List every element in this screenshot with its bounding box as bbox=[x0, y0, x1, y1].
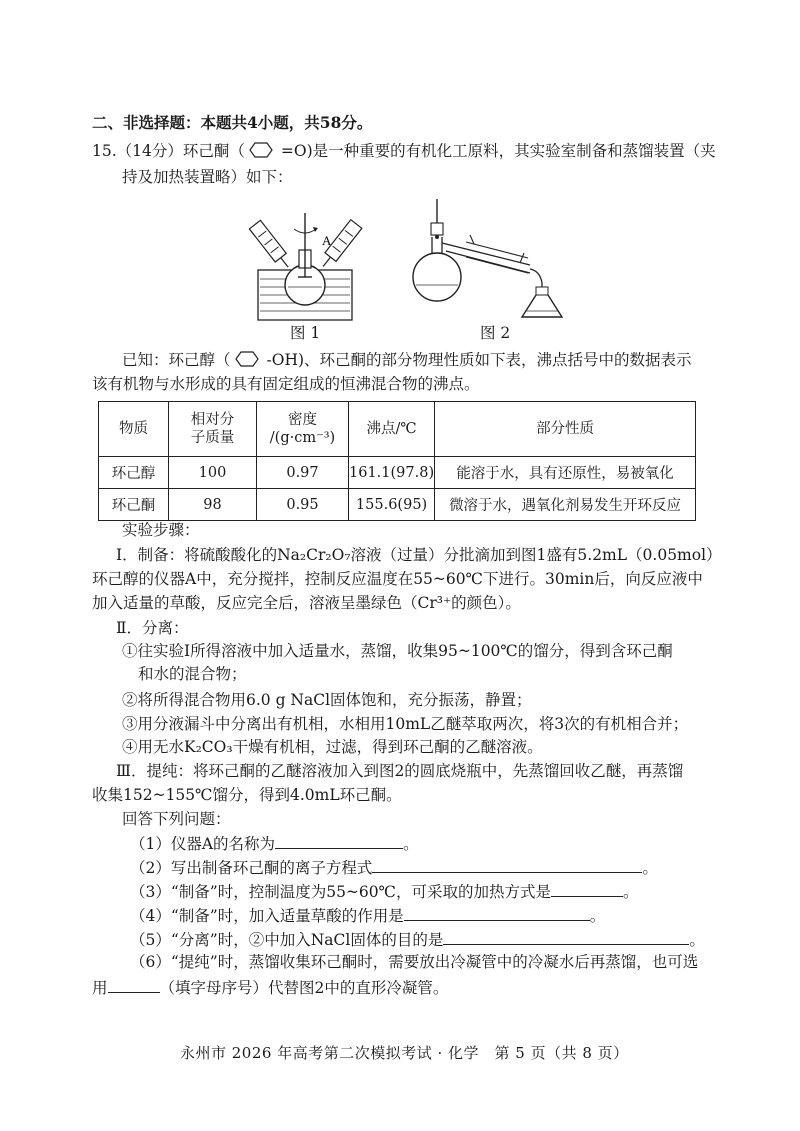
properties-table bbox=[98, 401, 696, 521]
question-5 bbox=[130, 928, 705, 950]
table-cell: 155.6(95) bbox=[349, 489, 435, 521]
question-6-line1: （6）“提纯”时，蒸馏收集环己酮时，需要放出冷凝管中的冷凝水后再蒸馏，也可选 bbox=[130, 953, 699, 971]
question-3-text: （3）“制备”时，控制温度为55~60℃，可采取的加热方式是 bbox=[130, 883, 551, 901]
step2-item4: ④用无水K₂CO₃干燥有机相，过滤，得到环己酮的乙醚溶液。 bbox=[122, 738, 543, 756]
step2-item3: ③用分液漏斗中分离出有机相，水相用10mL乙醚萃取两次，将3次的有机相合并； bbox=[122, 715, 689, 733]
page-footer: 永州市 2026 年高考第二次模拟考试 · 化学 第 5 页（共 8 页） bbox=[180, 1044, 629, 1062]
question-2-text: （2）写出制备环己酮的离子方程式 bbox=[130, 859, 373, 877]
question-number: 15.（14分）环己酮（ bbox=[92, 142, 245, 160]
section-title: 二、非选择题：本题共4小题，共58分。 bbox=[92, 113, 373, 132]
table-header-cell: 部分性质 bbox=[435, 402, 696, 457]
cyclohexanone-formula-suffix: =O) bbox=[280, 142, 313, 160]
step1-line1: Ⅰ．制备：将硫酸酸化的Na₂Cr₂O₇溶液（过量）分批滴加到图1盛有5.2mL（0.05mol） bbox=[116, 546, 722, 564]
cyclohexanol-structure-icon bbox=[231, 350, 267, 368]
table-cell: 0.95 bbox=[257, 489, 349, 521]
answer-intro: 回答下列问题： bbox=[122, 810, 231, 828]
table-header-cell: 物质 bbox=[99, 402, 169, 457]
table-header-cell: 相对分 子质量 bbox=[169, 402, 257, 457]
table-row bbox=[99, 489, 696, 521]
table-cell: 环己醇 bbox=[99, 457, 169, 489]
cyclohexanol-formula-suffix: -OH) bbox=[266, 351, 305, 369]
table-header-cell: 沸点/℃ bbox=[349, 402, 435, 457]
table-cell: 微溶于水，遇氧化剂易发生开环反应 bbox=[435, 489, 696, 521]
question-1-text: （1）仪器A的名称为 bbox=[130, 835, 276, 853]
question-3 bbox=[130, 880, 639, 902]
table-cell: 环己酮 bbox=[99, 489, 169, 521]
known-line2: 该有机物与水形成的具有固定组成的恒沸混合物的沸点。 bbox=[92, 375, 480, 393]
table-header-cell: 密度 /(g·cm⁻³) bbox=[257, 402, 349, 457]
table-cell: 能溶于水，具有还原性，易被氧化 bbox=[435, 457, 696, 489]
answer-blank-4[interactable] bbox=[404, 904, 590, 921]
figure-1-caption: 图 1 bbox=[290, 324, 321, 342]
step2-item1-line1: ①往实验Ⅰ所得溶液中加入适量水，蒸馏，收集95~100℃的馏分，得到含环己酮 bbox=[122, 642, 673, 660]
table-cell: 98 bbox=[169, 489, 257, 521]
answer-blank-6[interactable] bbox=[108, 976, 160, 993]
answer-blank-3[interactable] bbox=[551, 880, 623, 897]
question-2 bbox=[130, 856, 658, 878]
question-6-prefix: 用 bbox=[92, 979, 108, 997]
question-intro-line2: 持及加热装置略）如下： bbox=[122, 168, 293, 186]
figure-2-apparatus bbox=[408, 195, 570, 320]
question-5-text: （5）“分离”时，②中加入NaCl固体的目的是 bbox=[130, 931, 444, 949]
table-cell: 161.1(97.8) bbox=[349, 457, 435, 489]
steps-title: 实验步骤： bbox=[122, 521, 200, 539]
table-cell: 100 bbox=[169, 457, 257, 489]
question-2-period: 。 bbox=[642, 859, 658, 877]
answer-blank-1[interactable] bbox=[275, 832, 403, 849]
step1-line3: 加入适量的草酸，反应完全后，溶液呈墨绿色（Cr³⁺的颜色）。 bbox=[92, 594, 521, 612]
question-3-period: 。 bbox=[622, 883, 639, 901]
figure-1-apparatus bbox=[236, 205, 376, 325]
step2-item1-line2: 和水的混合物； bbox=[138, 665, 247, 683]
table-cell: 0.97 bbox=[257, 457, 349, 489]
cyclohexanone-structure-icon bbox=[245, 141, 281, 159]
question-4 bbox=[130, 904, 605, 926]
table-row bbox=[99, 457, 696, 489]
question-1-period: 。 bbox=[403, 835, 419, 853]
answer-blank-5[interactable] bbox=[443, 928, 689, 945]
question-intro-text: 是一种重要的有机化工原料，其实验室制备和蒸馏装置（夹 bbox=[312, 142, 716, 160]
step3-line1: Ⅲ．提纯：将环己酮的乙醚溶液加入到图2的圆底烧瓶中，先蒸馏回收乙醚，再蒸馏 bbox=[116, 762, 684, 780]
question-5-period: 。 bbox=[689, 931, 705, 949]
known-text: 、环己酮的部分物理性质如下表，沸点括号中的数据表示 bbox=[304, 351, 692, 369]
known-line1 bbox=[122, 350, 692, 370]
answer-blank-2[interactable] bbox=[372, 856, 642, 873]
question-1 bbox=[130, 832, 419, 854]
question-6-suffix: （填字母序号）代替图2中的直形冷凝管。 bbox=[159, 979, 449, 997]
step3-line2: 收集152~155℃馏分，得到4.0mL环己酮。 bbox=[92, 786, 402, 804]
figure-2-caption: 图 2 bbox=[480, 324, 511, 342]
question-4-text: （4）“制备”时，加入适量草酸的作用是 bbox=[130, 907, 404, 925]
apparatus-label-a: A bbox=[322, 233, 332, 248]
step2-item2: ②将所得混合物用6.0 g NaCl固体饱和，充分振荡，静置； bbox=[122, 691, 532, 709]
step2-title: Ⅱ．分离： bbox=[116, 619, 189, 637]
question-intro-line1 bbox=[92, 141, 716, 161]
known-prefix: 已知：环己醇（ bbox=[122, 351, 231, 369]
table-header-row bbox=[99, 402, 696, 457]
question-4-period: 。 bbox=[589, 907, 606, 925]
step1-line2: 环己醇的仪器A中，充分搅拌，控制反应温度在55~60℃下进行。30min后，向反应液中 bbox=[92, 570, 703, 588]
question-6-line2 bbox=[92, 976, 448, 998]
